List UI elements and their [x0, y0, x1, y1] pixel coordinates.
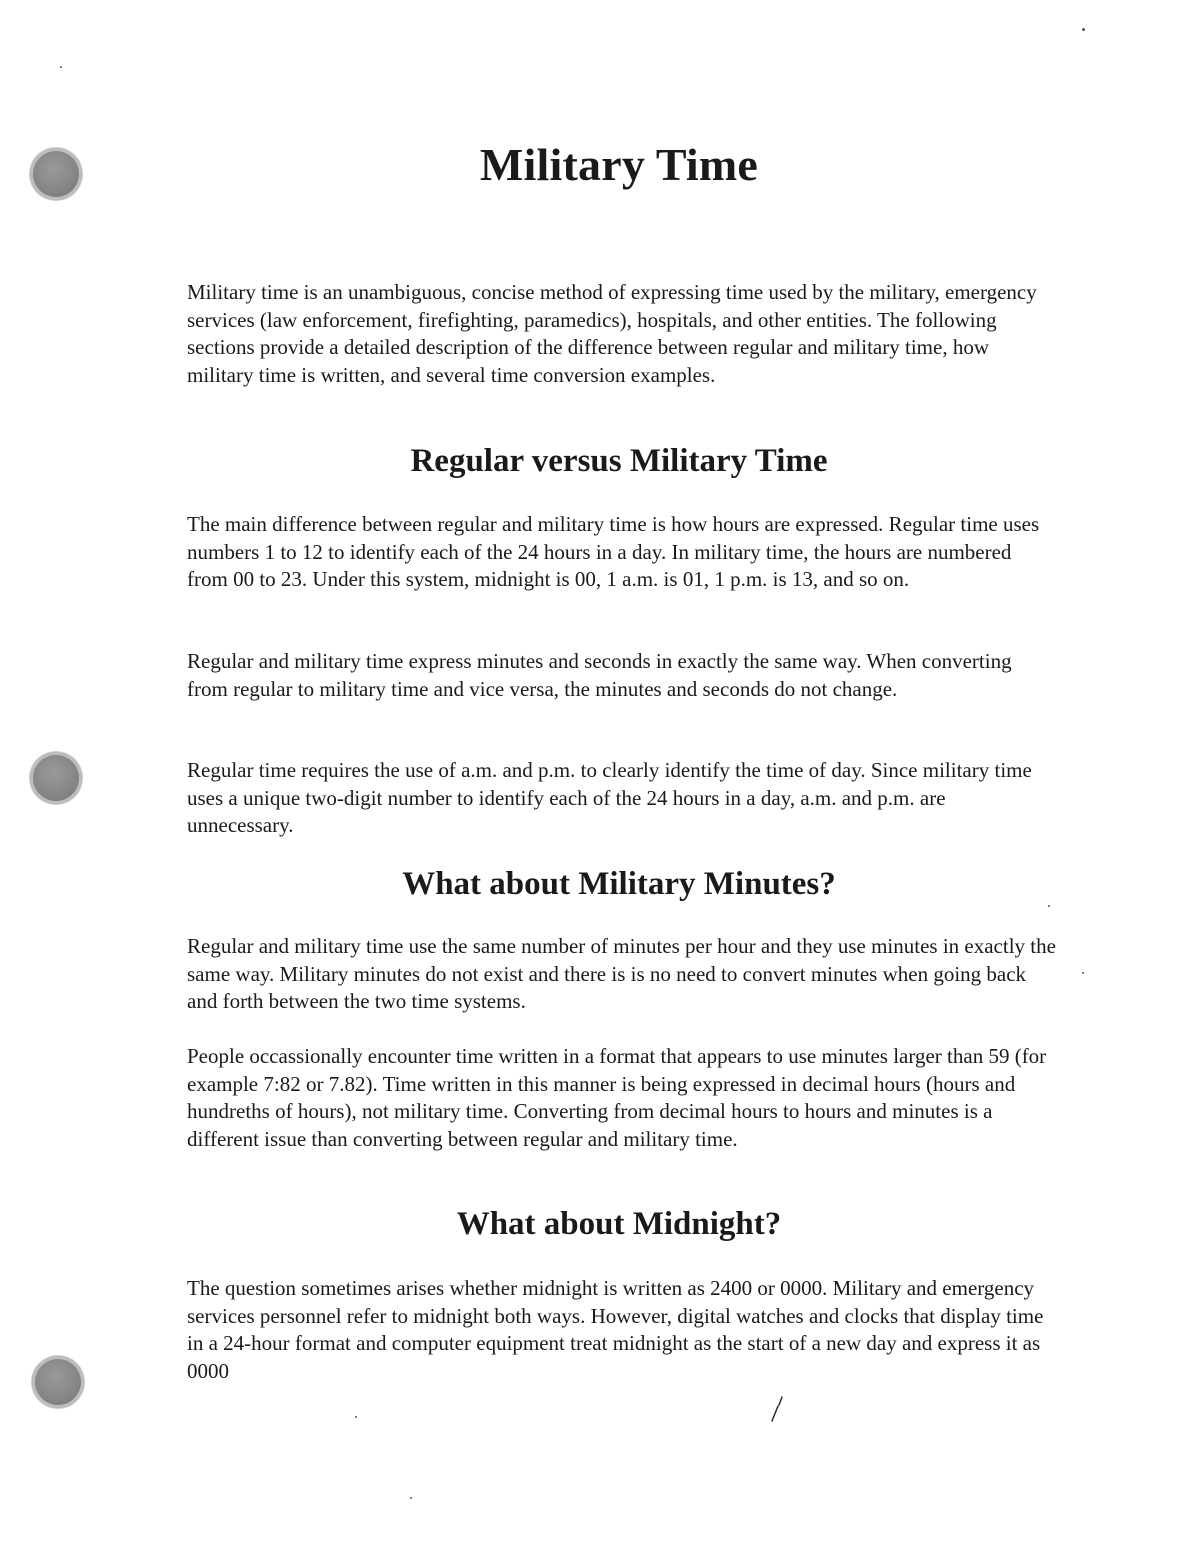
section-paragraph: Regular and military time express minutes and seconds in exactly the same way. When converting from regular to military time and vice versa, the minutes and seconds do not change. [187, 649, 1012, 701]
section-paragraph: The main difference between regular and military time is how hours are expressed. Regular time uses numbers 1 to 12 to identify each of the 24 hours in a day. In military time, the hours are numbered from 00 to 23. Under this system, midnight is 00, 1 a.m. is 01, 1 p.m. is 13, and so on. [187, 512, 1040, 591]
binder-hole [30, 752, 82, 804]
scan-speck [1082, 972, 1084, 974]
section-heading-military-minutes: What about Military Minutes? [402, 866, 836, 902]
scan-speck [1048, 905, 1050, 907]
page-title: Military Time [479, 139, 759, 190]
binder-hole [32, 1356, 84, 1408]
section-heading-midnight: What about Midnight? [456, 1206, 782, 1242]
section-paragraph: Regular time requires the use of a.m. and p.m. to clearly identify the time of day. Since military time uses a unique two-digit number to identify each of the 24 hours in a day, a.m. and p.m. are unnecessary. [187, 758, 1032, 837]
scan-speck [1082, 28, 1085, 31]
section-paragraph: People occassionally encounter time written in a format that appears to use minutes larger than 59 (for example 7:82 or 7.82). Time written in this manner is being expressed in decimal hours (hours and hundreths of hours), not military time. Converting from decimal hours to hours and minutes is a different issue than converting between regular and military time. [187, 1044, 1047, 1151]
section-heading-regular-versus-military: Regular versus Military Time [410, 443, 828, 479]
section-paragraph: Regular and military time use the same number of minutes per hour and they use minutes in exactly the same way. Military minutes do not exist and there is is no need to convert minutes when going back and forth between the two time systems. [187, 934, 1056, 1013]
scan-speck [355, 1416, 357, 1418]
intro-paragraph: Military time is an unambiguous, concise method of expressing time used by the military, emergency services (law enforcement, firefighting, paramedics), hospitals, and other entities. The following sections provide a detailed description of the difference between regular and military time, how military time is written, and several time conversion examples. [187, 280, 1037, 387]
scan-speck [410, 1497, 412, 1499]
section-paragraph: The question sometimes arises whether midnight is written as 2400 or 0000. Military and emergency services personnel refer to midnight both ways. However, digital watches and clocks that display time in a 24-hour format and computer equipment treat midnight as the start of a new day and express it as 0000 [187, 1276, 1044, 1383]
pen-mark [770, 1396, 784, 1422]
scan-speck [60, 66, 62, 68]
